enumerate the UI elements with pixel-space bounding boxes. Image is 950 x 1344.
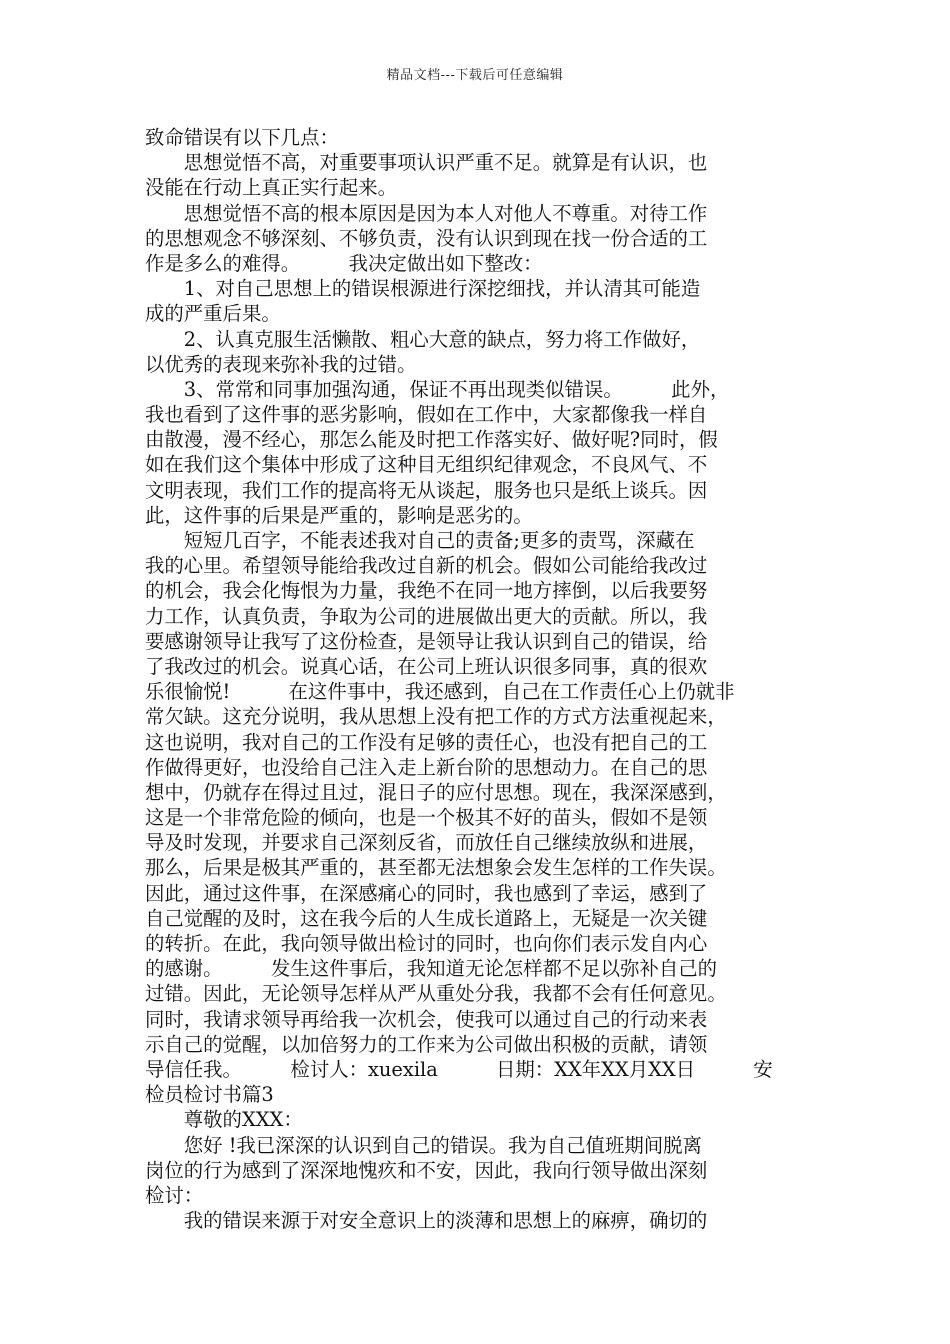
text-line: 这是一个非常危险的倾向，也是一个极其不好的苗头，假如不是领 (145, 806, 708, 830)
text-line: 的机会，我会化悔恨为力量，我绝不在同一地方摔倒，以后我要努 (145, 579, 708, 603)
text-line: 力工作，认真负责，争取为公司的进展做出更大的贡献。所以，我 (145, 604, 708, 628)
text-line: 此，这件事的后果是严重的，影响是恶劣的。 (145, 503, 533, 527)
text-line: 3、常常和同事加强沟通，保证不再出现类似错误。 此外， (145, 377, 730, 401)
text-line: 了我改过的机会。说真心话，在公司上班认识很多同事，真的很欢 (145, 654, 708, 678)
text-line: 导信任我。 检讨人：xuexila 日期：XX年XX月XX日 安 (145, 1057, 773, 1081)
page-header: 精品文档---下载后可任意编辑 (386, 68, 564, 83)
text-line: 示自己的觉醒，以加倍努力的工作来为公司做出积极的贡献，请领 (145, 1032, 708, 1056)
text-line: 同时，我请求领导再给我一次机会，使我可以通过自己的行动来表 (145, 1007, 708, 1031)
text-line: 我的心里。希望领导能给我改过自新的机会。假如公司能给我改过 (145, 554, 708, 578)
text-line: 这也说明，我对自己的工作没有足够的责任心，也没有把自己的工 (145, 730, 708, 754)
text-line: 想中，仍就存在得过且过，混日子的应付思想。现在，我深深感到， (145, 780, 727, 804)
text-line: 短短几百字，不能表述我对自己的责备;更多的责骂，深藏在 (145, 529, 695, 552)
text-line: 如在我们这个集体中形成了这种目无组织纪律观念，不良风气、不 (145, 453, 708, 477)
text-line: 常欠缺。这充分说明，我从思想上没有把工作的方式方法重视起来， (145, 705, 727, 729)
text-line: 没能在行动上真正实行起来。 (145, 176, 398, 200)
text-line: 乐很愉悦! 在这件事中，我还感到，自己在工作责任心上仍就非 (145, 680, 735, 704)
text-line: 以优秀的表现来弥补我的过错。 (145, 352, 417, 376)
text-line: 过错。因此，无论领导怎样从严从重处分我，我都不会有任何意见。 (145, 982, 727, 1006)
text-line: 作做得更好，也没给自己注入走上新台阶的思想动力。在自己的思 (145, 755, 708, 779)
text-line: 文明表现，我们工作的提高将无从谈起，服务也只是纸上谈兵。因 (145, 478, 708, 502)
text-line: 2、认真克服生活懒散、粗心大意的缺点，努力将工作做好， (145, 327, 701, 351)
text-line: 我的错误来源于对安全意识上的淡薄和思想上的麻痹，确切的 (145, 1209, 708, 1233)
document-body (145, 125, 813, 1233)
text-line: 我也看到了这件事的恶劣影响，假如在工作中，大家都像我一样自 (145, 403, 708, 427)
text-line: 岗位的行为感到了深深地愧疚和不安，因此，我向行领导做出深刻 (145, 1158, 708, 1182)
text-line: 因此，通过这件事，在深感痛心的同时，我也感到了幸运，感到了 (145, 881, 708, 905)
text-line: 导及时发现，并要求自己深刻反省，而放任自己继续放纵和进展， (145, 831, 708, 855)
text-line: 那么，后果是极其严重的，甚至都无法想象会发生怎样的工作失误。 (145, 856, 727, 880)
salutation-line: 尊敬的XXX： (145, 1108, 303, 1132)
text-line: 您好 !我已深深的认识到自己的错误。我为自己值班期间脱离 (145, 1133, 702, 1157)
text-line: 作是多么的难得。 我决定做出如下整改： (145, 251, 543, 275)
text-line: 思想觉悟不高，对重要事项认识严重不足。就算是有认识，也 (145, 151, 708, 175)
text-line: 思想觉悟不高的根本原因是因为本人对他人不尊重。对待工作 (145, 201, 708, 225)
text-line: 的感谢。 发生这件事后，我知道无论怎样都不足以弥补自己的 (145, 957, 718, 981)
text-line: 检讨： (145, 1183, 204, 1207)
text-line: 要感谢领导让我写了这份检查，是领导让我认识到自己的错误，给 (145, 629, 708, 653)
section-title-line: 检员检讨书篇3 (145, 1083, 274, 1107)
text-line: 的思想观念不够深刻、不够负责，没有认识到现在找一份合适的工 (145, 226, 708, 250)
text-line: 1、对自己思想上的错误根源进行深挖细找，并认清其可能造 (145, 277, 701, 301)
text-line: 致命错误有以下几点： (145, 126, 339, 149)
text-line: 的转折。在此，我向领导做出检讨的同时，也向你们表示发自内心 (145, 932, 708, 955)
text-line: 由散漫，漫不经心，那怎么能及时把工作落实好、做好呢?同时，假 (145, 428, 718, 452)
text-line: 成的严重后果。 (145, 302, 281, 326)
text-line: 自己觉醒的及时，这在我今后的人生成长道路上，无疑是一次关键 (145, 906, 708, 930)
